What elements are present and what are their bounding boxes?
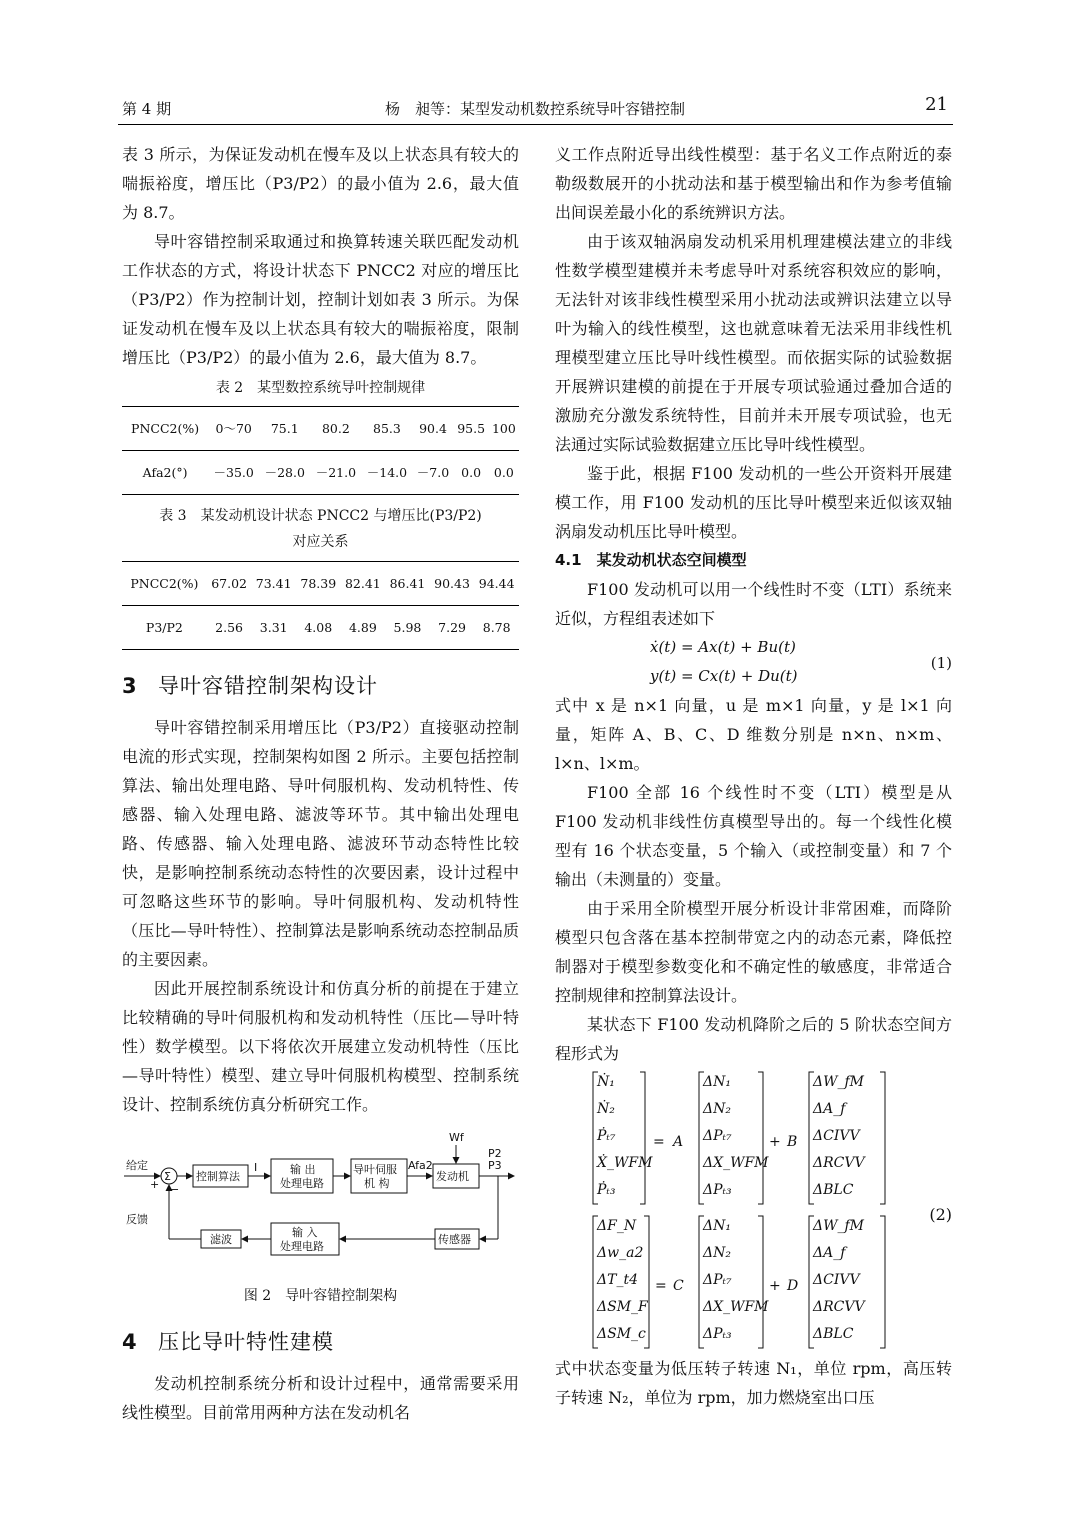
- input-vector-entry: ΔA_f: [813, 1101, 846, 1117]
- equation-1-line1: ẋ(t) = Ax(t) + Bu(t): [650, 638, 796, 656]
- state-vector-entry: ΔN₁: [703, 1074, 731, 1090]
- table-cell: 4.08: [296, 606, 341, 650]
- running-title: 杨 昶等：某型发动机数控系统导叶容错控制: [384, 100, 685, 118]
- input-vector-entry: ΔCIVV: [813, 1128, 860, 1144]
- input-vector-entry: ΔBLC: [813, 1326, 854, 1342]
- paragraph: 某状态下 F100 发动机降阶之后的 5 阶状态空间方程形式为: [555, 1015, 952, 1063]
- paragraph: 发动机控制系统分析和设计过程中，通常需要采用线性模型。目前常用两种方法在发动机名: [122, 1374, 519, 1422]
- table3-caption: [122, 503, 519, 555]
- table-cell: 8.78: [474, 606, 519, 650]
- table-cell: －35.0: [208, 451, 259, 495]
- table2: [122, 406, 519, 495]
- output-vector-entry: ΔSM_c: [597, 1326, 646, 1342]
- filter-label: 滤波: [210, 1233, 232, 1246]
- p2-label: P2: [488, 1147, 502, 1160]
- row-header-cell: PNCC2(%): [122, 562, 207, 606]
- equation-2-matrices: [585, 1070, 905, 1352]
- equation-2: [555, 1070, 952, 1352]
- row-header-cell: P3/P2: [122, 606, 207, 650]
- state-vector-entry: ΔX_WFM: [703, 1299, 769, 1315]
- table-cell: 0.0: [453, 451, 488, 495]
- table-cell: 75.1: [259, 407, 310, 451]
- figure-2-diagram: [122, 1125, 519, 1275]
- output-vector-entry: ΔF_N: [597, 1218, 637, 1234]
- table-row: [122, 562, 519, 606]
- figure-2-caption: 图 2 导叶容错控制架构: [243, 1288, 398, 1304]
- state-vector-entry: ΔPₜ₇: [703, 1272, 732, 1288]
- issue-number: 第 4 期: [122, 100, 172, 118]
- table-cell: 85.3: [361, 407, 412, 451]
- page-number: 21: [925, 94, 948, 115]
- input-vector-entry: ΔRCVV: [813, 1155, 865, 1171]
- table-cell: 78.39: [296, 562, 341, 606]
- table3-caption-line2: 对应关系: [292, 534, 349, 550]
- engine-label: 发动机: [436, 1170, 469, 1183]
- state-vector-entry: ΔN₁: [703, 1218, 731, 1234]
- paragraph: 表 3 所示，为保证发动机在慢车及以上状态具有较大的喘振裕度，增压比（P3/P2）的最小值为 2.6，最大值为 8.7。: [122, 145, 519, 222]
- vane-servo-label1: 导叶伺服: [353, 1163, 397, 1176]
- output-vector-entry: ΔSM_F: [597, 1299, 648, 1315]
- paragraph: 导叶容错控制采取通过和换算转速关联匹配发动机工作状态的方式，将设计状态下 PNCC2 对应的增压比（P3/P2）作为控制计划，控制计划如表 3 所示。为保证发动机在慢车及以上状态具有较大的喘振裕度，限制增压比（P3/P2）的最小值为 2.6，最大值为 8.7。: [122, 232, 519, 367]
- matrix-b: B: [787, 1134, 798, 1150]
- input-vector-entry: ΔCIVV: [813, 1272, 860, 1288]
- table-cell: 3.31: [251, 606, 296, 650]
- vane-servo-label2: 机 构: [364, 1177, 390, 1190]
- paragraph: 式中状态变量为低压转子转速 N₁，单位 rpm，高压转子转速 N₂，单位为 rpm，加力燃烧室出口压: [555, 1359, 952, 1407]
- table-cell: 2.56: [207, 606, 252, 650]
- table-cell: 82.41: [341, 562, 386, 606]
- input-circuit-label2: 处理电路: [280, 1240, 324, 1253]
- table-cell: 0～70: [208, 407, 259, 451]
- matrix-c: C: [673, 1278, 684, 1294]
- output-circuit-label2: 处理电路: [280, 1177, 324, 1190]
- paragraph: F100 全部 16 个线性时不变（LTI）模型是从 F100 发动机非线性仿真模型导出的。每一个线性化模型有 16 个状态变量，5 个输入（或控制变量）和 7 个输出（未测量的）变量。: [555, 783, 952, 889]
- equals-sign: =: [653, 1134, 665, 1150]
- state-vector-entry: ΔX_WFM: [703, 1155, 769, 1171]
- paragraph: 义工作点附近导出线性模型：基于名义工作点附近的泰勒级数展开的小扰动法和基于模型输出和作为参考值输出间误差最小化的系统辨识方法。: [555, 145, 952, 222]
- wf-label: Wf: [449, 1131, 464, 1144]
- paragraph: 因此开展控制系统设计和仿真分析的前提在于建立比较精确的导叶伺服机构和发动机特性（压比—导叶特性）数学模型。以下将依次开展建立发动机特性（压比—导叶特性）模型、建立导叶伺服机构模型、控制系统设计、控制系统仿真分析研究工作。: [122, 979, 519, 1114]
- row-header-cell: PNCC2(%): [122, 407, 208, 451]
- paragraph: F100 发动机可以用一个线性时不变（LTI）系统来近似，方程组表述如下: [555, 580, 952, 628]
- header-rule: [118, 124, 953, 125]
- input-vector-entry: ΔA_f: [813, 1245, 846, 1261]
- state-vector-entry: ΔPₜ₃: [703, 1326, 732, 1342]
- table2-caption: 表 2 某型数控系统导叶控制规律: [215, 380, 426, 396]
- paragraph: 由于采用全阶模型开展分析设计非常困难，而降阶模型只包含落在基本控制带宽之内的动态元素，降低控制器对于模型参数变化和不确定性的敏感度，非常适合控制规律和控制算法设计。: [555, 899, 952, 1005]
- table-cell: －21.0: [310, 451, 361, 495]
- output-circuit-label1: 输 出: [290, 1163, 316, 1176]
- state-vector-entry: ΔPₜ₇: [703, 1128, 732, 1144]
- input-vector-entry: ΔBLC: [813, 1182, 854, 1198]
- input-circuit-label1: 输 入: [292, 1226, 318, 1239]
- table-cell: －14.0: [361, 451, 412, 495]
- page-header: [122, 94, 948, 122]
- table-cell: 100: [489, 407, 519, 451]
- table-cell: 0.0: [489, 451, 519, 495]
- row-header-cell: Afa2(°): [122, 451, 208, 495]
- output-vector-entry: ΔT_t4: [597, 1272, 638, 1288]
- table3-caption-line1: 表 3 某发动机设计状态 PNCC2 与增压比(P3/P2): [159, 508, 482, 524]
- paragraph: 鉴于此，根据 F100 发动机的一些公开资料开展建模工作，用 F100 发动机的压比导叶模型来近似该双轴涡扇发动机压比导叶模型。: [555, 464, 952, 541]
- paragraph: 由于该双轴涡扇发动机采用机理建模法建立的非线性数学模型建模并未考虑导叶对系统容积效应的影响，无法针对该非线性模型采用小扰动法或辨识法建立以导叶为输入的线性模型，这也就意味着无法采用非线性机理模型建立压比导叶线性模型。而依据实际的试验数据开展辨识建模的前提在于开展专项试验通过叠加合适的激励充分激发系统特性，目前并未开展专项试验，也无法通过实际试验数据建立压比导叶线性模型。: [555, 232, 952, 454]
- table-cell: －28.0: [259, 451, 310, 495]
- sensor-label: 传感器: [438, 1233, 471, 1246]
- table-cell: 90.43: [430, 562, 475, 606]
- control-algorithm-label: 控制算法: [196, 1170, 240, 1183]
- table-row: [122, 606, 519, 650]
- plus-sign: +: [150, 1178, 160, 1191]
- input-vector-entry: ΔW_fM: [813, 1218, 865, 1234]
- plus-sign: +: [769, 1134, 781, 1150]
- setpoint-label: 给定: [126, 1159, 148, 1172]
- signal-i-label: I: [254, 1161, 258, 1174]
- table-row: [122, 407, 519, 451]
- input-vector-entry: ΔRCVV: [813, 1299, 865, 1315]
- section-number: 4: [122, 1330, 138, 1354]
- right-column: [555, 140, 952, 1412]
- table-cell: 7.29: [430, 606, 475, 650]
- table-row: [122, 451, 519, 495]
- table-cell: 95.5: [453, 407, 488, 451]
- table-cell: 5.98: [385, 606, 430, 650]
- p3-label: P3: [488, 1159, 502, 1172]
- lhs-state-derivative: Ṗₜ₃: [597, 1182, 616, 1198]
- table-cell: 86.41: [385, 562, 430, 606]
- section-4-heading: [122, 1328, 519, 1357]
- table-cell: －7.0: [412, 451, 453, 495]
- equation-2-number: (2): [929, 1205, 952, 1224]
- table-cell: 73.41: [251, 562, 296, 606]
- equation-1-line2: y(t) = Cx(t) + Du(t): [650, 667, 798, 685]
- section-3-heading: [122, 672, 519, 701]
- table-cell: 67.02: [207, 562, 252, 606]
- equation-1-number: (1): [930, 654, 952, 672]
- section-title: 压比导叶特性建模: [158, 1330, 334, 1354]
- paragraph: 式中 x 是 n×1 向量，u 是 m×1 向量，y 是 l×1 向量，矩阵 A、B、C、D 维数分别是 n×n、n×m、l×n、l×m。: [555, 696, 952, 773]
- state-vector-entry: ΔN₂: [703, 1245, 731, 1261]
- left-column: [122, 140, 519, 1427]
- equals-sign: =: [655, 1278, 667, 1294]
- subsection-4-1-heading: 4.1 某发动机状态空间模型: [555, 551, 747, 569]
- matrix-d: D: [787, 1278, 799, 1294]
- matrix-a: A: [673, 1134, 684, 1150]
- afa2-label: Afa2: [408, 1159, 433, 1172]
- plus-sign: +: [769, 1278, 781, 1294]
- table-cell: 90.4: [412, 407, 453, 451]
- state-vector-entry: ΔN₂: [703, 1101, 731, 1117]
- table3: [122, 561, 519, 650]
- equation-1: [555, 633, 952, 691]
- table-cell: 4.89: [341, 606, 386, 650]
- section-title: 导叶容错控制架构设计: [158, 674, 378, 698]
- section-number: 3: [122, 674, 138, 698]
- paragraph: 导叶容错控制采用增压比（P3/P2）直接驱动控制电流的形式实现，控制架构如图 2 所示。主要包括控制算法、输出处理电路、导叶伺服机构、发动机特性、传感器、输入处理电路、滤波等环节。其中输出处理电路、传感器、输入处理电路、滤波环节动态特性比较快，是影响控制系统动态特性的次要因素，设计过程中可忽略这些环节的影响。导叶伺服机构、发动机特性（压比—导叶特性）、控制算法是影响系统动态控制品质的主要因素。: [122, 718, 519, 969]
- feedback-label: 反馈: [126, 1213, 148, 1226]
- table-cell: 94.44: [474, 562, 519, 606]
- minus-sign: −: [170, 1183, 180, 1196]
- lhs-state-derivative: Ṅ₁: [597, 1074, 615, 1090]
- lhs-state-derivative: Ṅ₂: [597, 1101, 615, 1117]
- lhs-state-derivative: Ẋ_WFM: [597, 1155, 653, 1171]
- output-vector-entry: Δw_a2: [597, 1245, 644, 1261]
- input-vector-entry: ΔW_fM: [813, 1074, 865, 1090]
- lhs-state-derivative: Ṗₜ₇: [597, 1128, 616, 1144]
- sigma-symbol: Σ: [164, 1170, 171, 1183]
- table-cell: 80.2: [310, 407, 361, 451]
- state-vector-entry: ΔPₜ₃: [703, 1182, 732, 1198]
